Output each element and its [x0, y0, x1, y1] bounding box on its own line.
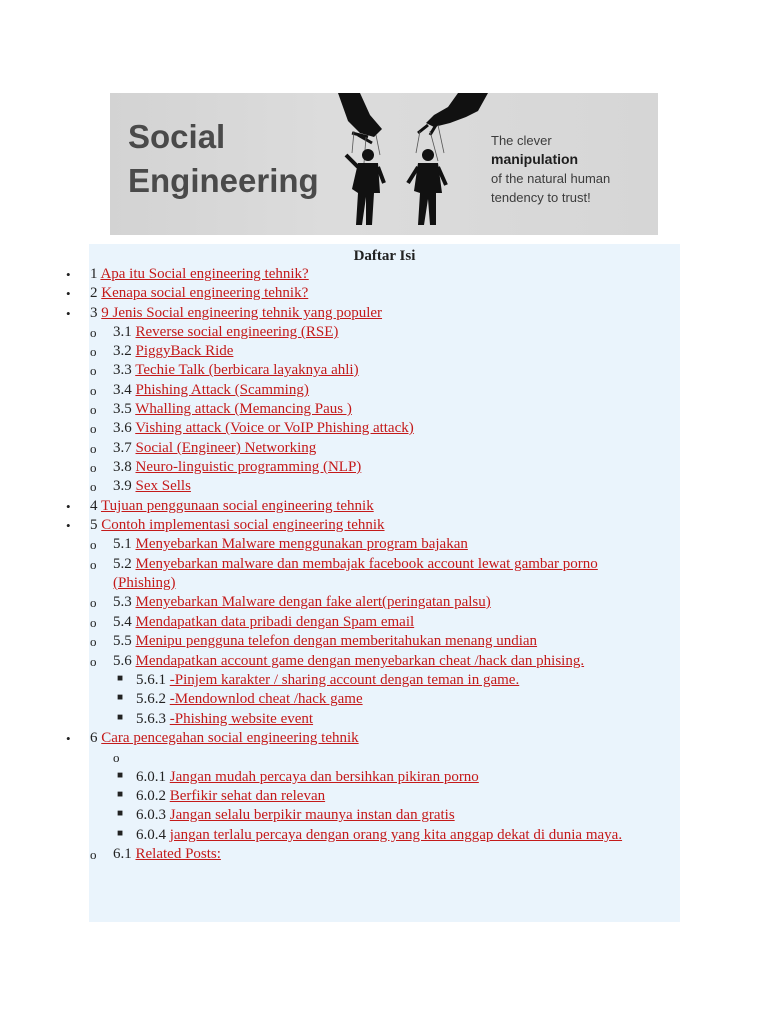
toc-number: 6.1 — [113, 846, 132, 862]
bullet-square-icon: ■ — [117, 828, 124, 839]
toc-item-2[interactable] — [90, 284, 308, 303]
bullet-disc-icon: • — [66, 499, 71, 514]
toc-link[interactable]: Berfikir sehat dan relevan — [169, 788, 326, 804]
toc-link[interactable]: Reverse social engineering (RSE) — [135, 324, 339, 340]
bullet-circle-icon: o — [90, 557, 97, 572]
social-engineering-banner — [110, 93, 658, 235]
bullet-disc-icon: • — [66, 267, 71, 282]
toc-number: 6.0.2 — [136, 788, 166, 804]
bullet-square-icon: ■ — [117, 808, 124, 819]
toc-link[interactable]: Tujuan penggunaan social engineering tehnik — [100, 498, 374, 514]
toc-item-3-9[interactable] — [113, 477, 191, 496]
tagline-line1: The clever — [491, 133, 552, 148]
toc-link[interactable]: Sex Sells — [135, 478, 191, 494]
toc-link[interactable]: jangan terlalu percaya dengan orang yang kita anggap dekat di dunia maya. — [169, 827, 623, 843]
bullet-circle-icon: o — [90, 615, 97, 630]
toc-number: 3.6 — [113, 420, 132, 436]
toc-item-5-6-1[interactable] — [136, 671, 519, 690]
toc-item-5-6[interactable] — [113, 652, 584, 671]
toc-link[interactable]: Whalling attack (Memancing Paus ) — [135, 401, 352, 417]
toc-link[interactable]: Related Posts: — [135, 846, 221, 862]
bullet-square-icon: ■ — [117, 712, 124, 723]
toc-item-3[interactable] — [90, 304, 382, 323]
bullet-circle-icon: o — [90, 383, 97, 398]
toc-item-3-6[interactable] — [113, 419, 414, 438]
toc-number: 3 — [90, 305, 98, 321]
bullet-circle-icon: o — [90, 847, 97, 862]
toc-item-5-4[interactable] — [113, 613, 414, 632]
toc-item-5-6-3[interactable] — [136, 710, 313, 729]
toc-number: 6.0.3 — [136, 807, 166, 823]
banner-title-line1: Social — [128, 118, 226, 155]
toc-number: 3.5 — [113, 401, 132, 417]
banner-title-line2: Engineering — [128, 162, 319, 199]
bullet-circle-icon: o — [90, 634, 97, 649]
toc-number: 3.9 — [113, 478, 132, 494]
toc-item-5-2-continued[interactable] — [113, 574, 176, 593]
toc-link[interactable]: Phishing Attack (Scamming) — [135, 382, 309, 398]
toc-link[interactable]: Apa itu Social engineering tehnik? — [100, 266, 309, 282]
banner-tagline — [491, 131, 610, 207]
bullet-disc-icon: • — [66, 306, 71, 321]
toc-link[interactable]: -Mendownlod cheat /hack game — [169, 691, 363, 707]
bullet-circle-icon: o — [90, 595, 97, 610]
toc-item-6-1[interactable] — [113, 845, 221, 864]
toc-item-3-3[interactable] — [113, 361, 359, 380]
toc-item-5-1[interactable] — [113, 535, 468, 554]
bullet-circle-icon: o — [90, 402, 97, 417]
toc-number: 5.6.3 — [136, 711, 166, 727]
toc-number: 5.6.2 — [136, 691, 166, 707]
toc-item-5-3[interactable] — [113, 593, 491, 612]
bullet-circle-icon: o — [90, 654, 97, 669]
toc-link[interactable]: Vishing attack (Voice or VoIP Phishing attack) — [135, 420, 414, 436]
toc-link[interactable]: Menipu pengguna telefon dengan memberitahukan menang undian — [135, 633, 538, 649]
toc-number: 3.2 — [113, 343, 132, 359]
bullet-circle-icon: o — [90, 363, 97, 378]
toc-number: 6.0.4 — [136, 827, 166, 843]
toc-link[interactable]: Menyebarkan Malware menggunakan program bajakan — [135, 536, 468, 552]
toc-link[interactable]: 9 Jenis Social engineering tehnik yang populer — [101, 305, 383, 321]
toc-number: 2 — [90, 285, 98, 301]
toc-number: 5.6.1 — [136, 672, 166, 688]
toc-number: 3.8 — [113, 459, 132, 475]
toc-item-3-2[interactable] — [113, 342, 233, 361]
toc-item-5-5[interactable] — [113, 632, 537, 651]
toc-item-5[interactable] — [90, 516, 385, 535]
toc-link[interactable]: Mendapatkan data pribadi dengan Spam email — [135, 614, 415, 630]
toc-number: 6 — [90, 730, 98, 746]
toc-title: Daftar Isi — [353, 248, 416, 264]
toc-item-5-6-2[interactable] — [136, 690, 363, 709]
bullet-circle-icon: o — [90, 479, 97, 494]
toc-number: 3.3 — [113, 362, 132, 378]
toc-link[interactable]: Mendapatkan account game dengan menyebarkan cheat /hack dan phising. — [135, 653, 585, 669]
toc-number: 5.2 — [113, 556, 132, 572]
toc-item-6-0-2[interactable] — [136, 787, 325, 806]
toc-link[interactable]: Neuro-linguistic programming (NLP) — [135, 459, 362, 475]
bullet-circle-icon: o — [113, 750, 120, 765]
bullet-circle-icon: o — [90, 421, 97, 436]
tagline-line3: of the natural human — [491, 171, 611, 186]
toc-item-3-8[interactable] — [113, 458, 361, 477]
toc-link[interactable]: Menyebarkan Malware dengan fake alert(peringatan palsu) — [135, 594, 491, 610]
bullet-disc-icon: • — [66, 286, 71, 301]
toc-link[interactable]: Kenapa social engineering tehnik? — [101, 285, 309, 301]
toc-link[interactable]: Contoh implementasi social engineering tehnik — [101, 517, 385, 533]
toc-number: 5.6 — [113, 653, 132, 669]
bullet-circle-icon: o — [90, 344, 97, 359]
puppet-master-illustration — [338, 93, 488, 235]
toc-link[interactable]: Jangan selalu berpikir maunya instan dan gratis — [169, 807, 455, 823]
toc-number: 3.1 — [113, 324, 132, 340]
bullet-circle-icon: o — [90, 441, 97, 456]
toc-link[interactable]: Cara pencegahan social engineering tehnik — [101, 730, 359, 746]
toc-item-3-1[interactable] — [113, 323, 338, 342]
toc-number: 5.5 — [113, 633, 132, 649]
toc-item-1[interactable] — [90, 265, 309, 284]
bullet-circle-icon: o — [90, 460, 97, 475]
toc-link[interactable]: Social (Engineer) Networking — [135, 440, 317, 456]
toc-item-3-7[interactable] — [113, 439, 316, 458]
toc-link[interactable]: (Phishing) — [113, 575, 176, 591]
toc-link[interactable]: -Pinjem karakter / sharing account dengan teman in game. — [169, 672, 520, 688]
toc-item-3-5[interactable] — [113, 400, 352, 419]
bullet-square-icon: ■ — [117, 673, 124, 684]
toc-number: 6.0.1 — [136, 769, 166, 785]
toc-link[interactable]: Menyebarkan malware dan membajak facebook account lewat gambar porno — [135, 556, 598, 572]
toc-number: 3.4 — [113, 382, 132, 398]
toc-number: 5.1 — [113, 536, 132, 552]
tagline-line4: tendency to trust! — [491, 190, 591, 205]
toc-item-3-4[interactable] — [113, 381, 309, 400]
bullet-square-icon: ■ — [117, 770, 124, 781]
toc-number: 3.7 — [113, 440, 132, 456]
toc-link[interactable]: Techie Talk (berbicara layaknya ahli) — [135, 362, 359, 378]
bullet-square-icon: ■ — [117, 692, 124, 703]
bullet-square-icon: ■ — [117, 789, 124, 800]
toc-link[interactable]: Jangan mudah percaya dan bersihkan pikiran porno — [169, 769, 479, 785]
toc-item-6[interactable] — [90, 729, 359, 748]
toc-item-4[interactable] — [90, 497, 374, 516]
toc-item-5-2[interactable] — [113, 555, 598, 574]
toc-number: 5 — [90, 517, 98, 533]
toc-number: 5.4 — [113, 614, 132, 630]
toc-number: 1 — [90, 266, 98, 282]
banner-title — [128, 115, 319, 203]
toc-item-6-0-3[interactable] — [136, 806, 455, 825]
bullet-disc-icon: • — [66, 731, 71, 746]
toc-number: 4 — [90, 498, 98, 514]
tagline-line2: manipulation — [491, 151, 579, 167]
toc-link[interactable]: PiggyBack Ride — [135, 343, 234, 359]
bullet-disc-icon: • — [66, 518, 71, 533]
toc-link[interactable]: -Phishing website event — [169, 711, 314, 727]
bullet-circle-icon: o — [90, 325, 97, 340]
toc-item-6-0-4[interactable] — [136, 826, 622, 845]
toc-item-6-0-1[interactable] — [136, 768, 479, 787]
toc-number: 5.3 — [113, 594, 132, 610]
bullet-circle-icon: o — [90, 537, 97, 552]
